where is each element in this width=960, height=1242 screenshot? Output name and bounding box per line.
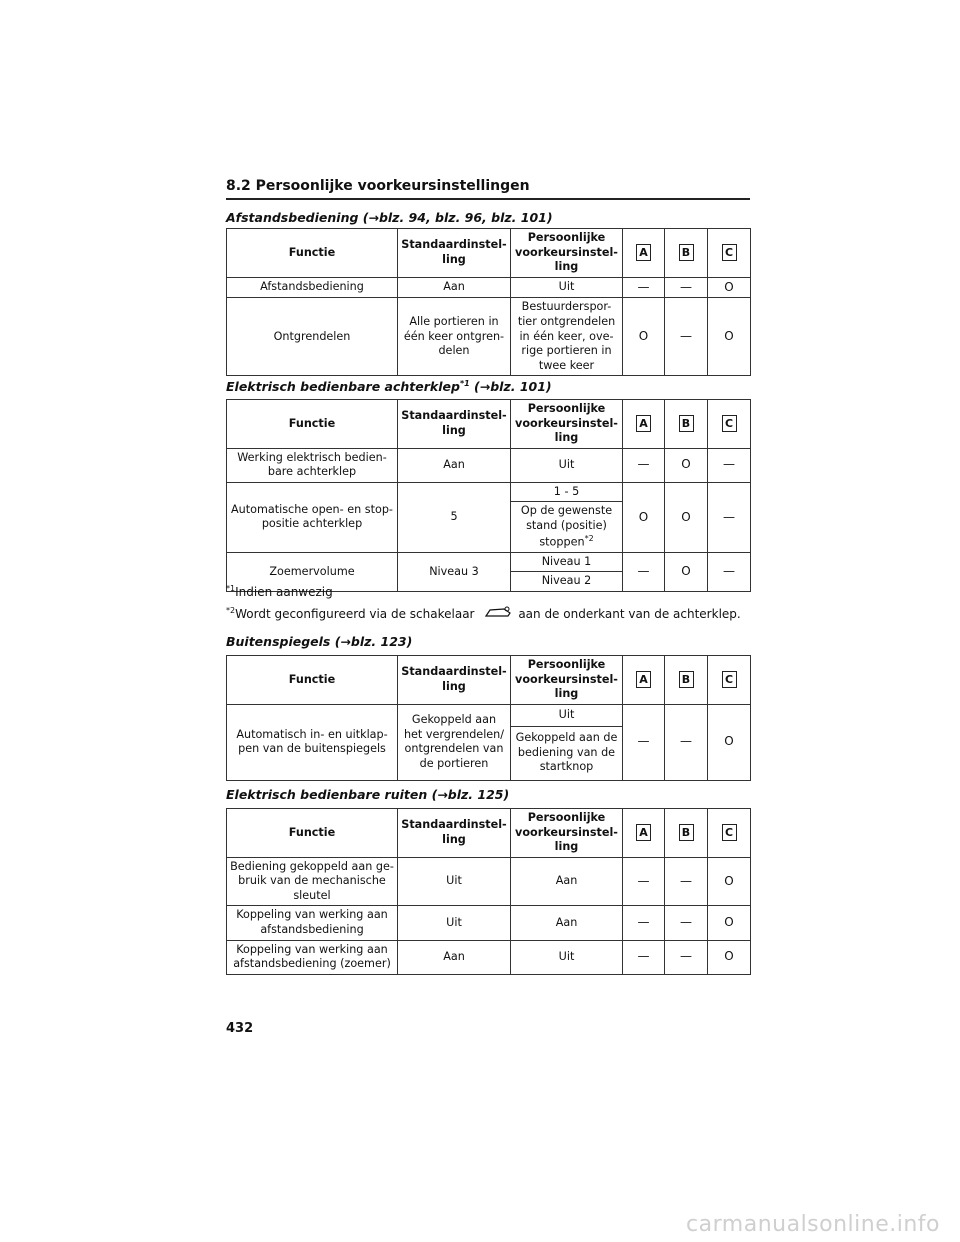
cell-functie: Automatische open- en stop-positie achterklep <box>227 482 398 552</box>
table-remote-control <box>226 228 751 376</box>
cell-a: — <box>623 906 665 940</box>
cell-functie: Bediening gekoppeld aan ge-bruik van de mechanische sleutel <box>227 857 398 906</box>
cell-a: — <box>623 552 665 591</box>
cell-functie: Automatisch in- en uitklap-pen van de buitenspiegels <box>227 704 398 780</box>
section1-title: Afstandsbediening (→blz. 94, blz. 96, blz. 101) <box>226 210 553 225</box>
table-mirrors <box>226 655 751 781</box>
table-header-row <box>227 656 751 705</box>
table-row <box>227 298 751 376</box>
cell-persoonlijk: Gekoppeld aan de bediening van de startknop <box>511 726 623 780</box>
cell-standaard: Aan <box>398 277 511 298</box>
cell-persoonlijk: Op de gewenste stand (positie) stoppen$^{*2}$ <box>511 502 623 552</box>
col-header-c: C <box>708 656 751 705</box>
cell-persoonlijk: Niveau 2 <box>511 572 623 592</box>
cell-standaard: Uit <box>398 857 511 906</box>
cell-persoonlijk: Uit <box>511 940 623 974</box>
footnote-1: $^{*1}$Indien aanwezig <box>226 584 333 599</box>
cell-functie: Koppeling van werking aan afstandsbediening <box>227 906 398 940</box>
col-header-b: B <box>665 809 708 858</box>
col-header-c: C <box>708 229 751 278</box>
col-header-c: C <box>708 400 751 449</box>
col-header-a: A <box>623 656 665 705</box>
cell-c: — <box>708 552 751 591</box>
col-header-persoonlijk: Persoonlijke voorkeursinstel- ling <box>511 400 623 449</box>
table-row <box>227 552 751 572</box>
col-header-a: A <box>623 809 665 858</box>
table-row <box>227 940 751 974</box>
section-header: 8.2 Persoonlijke voorkeursinstellingen <box>226 178 750 200</box>
cell-persoonlijk: Aan <box>511 906 623 940</box>
cell-b: — <box>665 298 708 376</box>
col-header-a: A <box>623 400 665 449</box>
table-header-row <box>227 400 751 449</box>
table-header-row <box>227 229 751 278</box>
col-header-persoonlijk: Persoonlijke voorkeursinstel- ling <box>511 229 623 278</box>
cell-c: O <box>708 857 751 906</box>
cell-functie: Werking elektrisch bedien-bare achterklep <box>227 448 398 482</box>
cell-b: O <box>665 552 708 591</box>
cell-persoonlijk: 1 - 5 <box>511 482 623 502</box>
cell-b: — <box>665 857 708 906</box>
col-header-persoonlijk: Persoonlijke voorkeursinstel- ling <box>511 809 623 858</box>
cell-b: — <box>665 704 708 780</box>
col-header-a: A <box>623 229 665 278</box>
cell-a: — <box>623 857 665 906</box>
table-row <box>227 906 751 940</box>
cell-b: — <box>665 906 708 940</box>
cell-a: O <box>623 298 665 376</box>
cell-c: O <box>708 277 751 298</box>
page-number: 432 <box>226 1021 254 1036</box>
tailgate-switch-icon <box>484 606 512 623</box>
section3-title: Buitenspiegels (→blz. 123) <box>226 634 413 649</box>
col-header-standaard: Standaardinstel- ling <box>398 400 511 449</box>
cell-persoonlijk: Aan <box>511 857 623 906</box>
section4-title: Elektrisch bedienbare ruiten (→blz. 125) <box>226 787 510 802</box>
col-header-standaard: Standaardinstel- ling <box>398 656 511 705</box>
cell-standaard: 5 <box>398 482 511 552</box>
cell-persoonlijk: Niveau 1 <box>511 552 623 572</box>
cell-standaard: Gekoppeld aan het vergrendelen/ ontgrendelen van de portieren <box>398 704 511 780</box>
cell-functie: Afstandsbediening <box>227 277 398 298</box>
cell-c: — <box>708 482 751 552</box>
cell-functie: Zoemervolume <box>227 552 398 591</box>
cell-c: O <box>708 906 751 940</box>
col-header-standaard: Standaardinstel- ling <box>398 229 511 278</box>
col-header-b: B <box>665 229 708 278</box>
cell-standaard: Niveau 3 <box>398 552 511 591</box>
cell-standaard: Aan <box>398 940 511 974</box>
col-header-b: B <box>665 656 708 705</box>
cell-a: — <box>623 448 665 482</box>
footnote-2: $^{*2}$Wordt geconfigureerd via de schakelaar aan de onderkant van de achterklep. <box>226 606 741 621</box>
cell-standaard: Aan <box>398 448 511 482</box>
cell-functie: Ontgrendelen <box>227 298 398 376</box>
cell-c: O <box>708 940 751 974</box>
col-header-persoonlijk: Persoonlijke voorkeursinstel- ling <box>511 656 623 705</box>
table-windows <box>226 808 751 975</box>
cell-b: — <box>665 277 708 298</box>
watermark: carmanualsonline.info <box>686 1212 940 1237</box>
col-header-functie: Functie <box>227 656 398 705</box>
col-header-functie: Functie <box>227 229 398 278</box>
cell-c: O <box>708 298 751 376</box>
cell-b: O <box>665 482 708 552</box>
table-row <box>227 277 751 298</box>
table-power-tailgate <box>226 399 751 592</box>
col-header-functie: Functie <box>227 809 398 858</box>
table-row <box>227 704 751 726</box>
col-header-b: B <box>665 400 708 449</box>
cell-a: — <box>623 704 665 780</box>
table-row <box>227 482 751 502</box>
cell-b: O <box>665 448 708 482</box>
cell-standaard: Alle portieren in één keer ontgren-delen <box>398 298 511 376</box>
table-row <box>227 857 751 906</box>
cell-persoonlijk: Uit <box>511 277 623 298</box>
cell-persoonlijk: Bestuurderspor-tier ontgrendelen in één keer, ove-rige portieren in twee keer <box>511 298 623 376</box>
cell-b: — <box>665 940 708 974</box>
col-header-c: C <box>708 809 751 858</box>
cell-c: — <box>708 448 751 482</box>
cell-functie: Koppeling van werking aan afstandsbediening (zoemer) <box>227 940 398 974</box>
col-header-standaard: Standaardinstel- ling <box>398 809 511 858</box>
cell-a: — <box>623 277 665 298</box>
cell-persoonlijk: Uit <box>511 448 623 482</box>
table-header-row <box>227 809 751 858</box>
table-row <box>227 448 751 482</box>
cell-a: — <box>623 940 665 974</box>
section2-title: Elektrisch bedienbare achterklep$^{*1}$ (→blz. 101) <box>226 379 552 395</box>
cell-c: O <box>708 704 751 780</box>
cell-persoonlijk: Uit <box>511 704 623 726</box>
col-header-functie: Functie <box>227 400 398 449</box>
cell-standaard: Uit <box>398 906 511 940</box>
cell-a: O <box>623 482 665 552</box>
